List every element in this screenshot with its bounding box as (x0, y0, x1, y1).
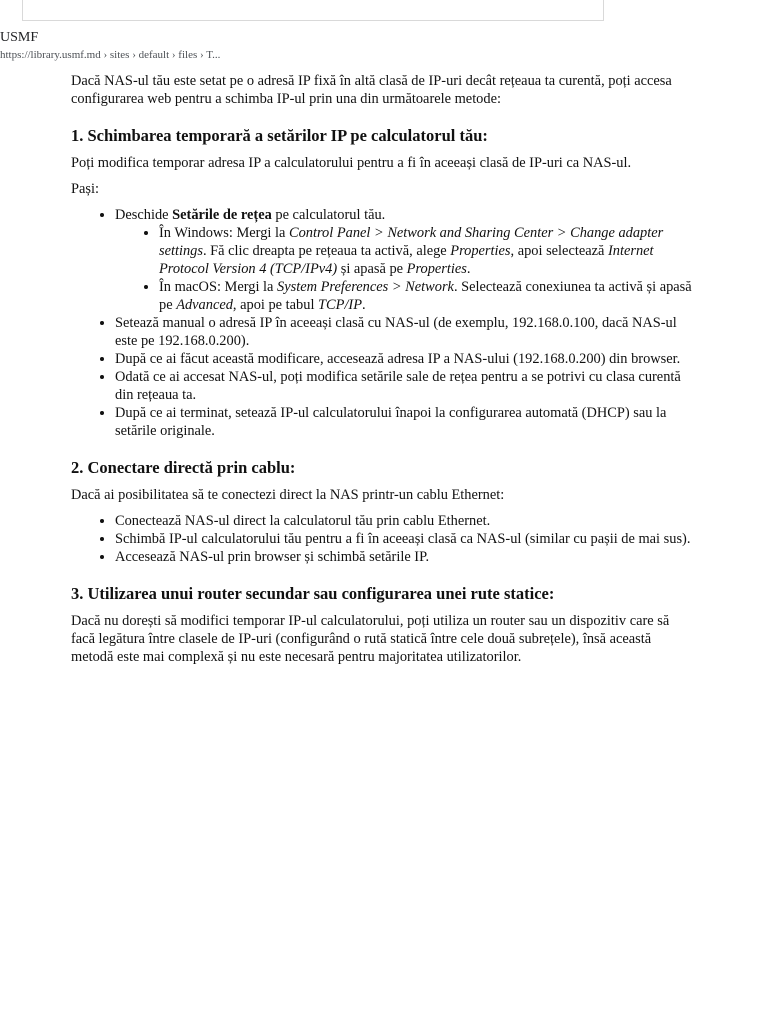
list-item: • Setează manual o adresă IP în aceeași clasă cu NAS-ul (de exemplu, 192.168.0.100, dacă NAS-ul este pe 192.168.0.200). (115, 314, 696, 350)
section-3-heading: 3. Utilizarea unui router secundar sau configurarea unei rute statice: (71, 584, 555, 603)
list-item: • Conectează NAS-ul direct la calculatorul tău prin cablu Ethernet. (115, 512, 696, 530)
section-2-list (71, 512, 696, 566)
list-item: • Schimbă IP-ul calculatorului tău pentru a fi în aceeași clasă ca NAS-ul (similar cu pașii de mai sus). (115, 530, 696, 548)
document-body (71, 72, 696, 674)
section-1-list (71, 206, 696, 440)
section-2-description: Dacă ai posibilitatea să te conectezi direct la NAS printr-un cablu Ethernet: (71, 487, 505, 503)
list-item: • Odată ce ai accesat NAS-ul, poți modifica setările sale de rețea pentru a se potrivi cu clasa curentă din rețeaua ta. (115, 368, 696, 404)
steps-label: Pași: (71, 181, 99, 197)
list-item: • După ce ai făcut această modificare, accesează adresa IP a NAS-ului (192.168.0.200) din browser. (115, 350, 696, 368)
list-item: • După ce ai terminat, setează IP-ul calculatorului înapoi la configurarea automată (DHCP) sau la setările originale. (115, 404, 696, 440)
search-box-fragment[interactable] (22, 0, 604, 21)
site-name: USMF (0, 30, 39, 45)
section-2-heading: 2. Conectare directă prin cablu: (71, 458, 296, 477)
intro-paragraph: Dacă NAS-ul tău este setat pe o adresă IP fixă în altă clasă de IP-uri decât rețeaua ta curentă, poți accesa configurarea web pentru a schimba IP-ul prin una din următoarele metode: (71, 73, 672, 107)
list-item: • Accesează NAS-ul prin browser și schimbă setările IP. (115, 548, 696, 566)
section-1-heading: 1. Schimbarea temporară a setărilor IP pe calculatorul tău: (71, 126, 488, 145)
breadcrumb[interactable]: https://library.usmf.md › sites › default › files › T... (0, 49, 221, 61)
section-3-description: Dacă nu dorești să modifici temporar IP-ul calculatorului, poți utiliza un router sau un dispozitiv care să facă legătura între clasele de IP-uri (configurând o rută statică între cele două subrețele), însă această metodă este mai complexă și nu este necesară pentru majoritatea utilizatorilor. (71, 613, 670, 665)
list-item-macos: • În macOS: Mergi la System Preferences > Network. Selectează conexiunea ta activă și apasă pe Advanced, apoi pe tabul TCP/IP. (159, 278, 696, 314)
section-1-description: Poți modifica temporar adresa IP a calculatorului pentru a fi în aceeași clasă de IP-uri ca NAS-ul. (71, 155, 632, 171)
list-item-windows: • În Windows: Mergi la Control Panel > Network and Sharing Center > Change adapter settings. Fă clic dreapta pe rețeaua ta activă, alege Properties, apoi selectează Internet Protocol Version 4 (TCP/IPv4) și apasă pe Properties. (159, 224, 696, 278)
os-instructions-list (115, 224, 696, 314)
list-item: • Deschide Setările de rețea pe calculatorul tău. • În Windows: Mergi la Control Panel > Network and Sharing Center > Change adapter settings. Fă clic dreapta pe rețeaua ta activă, alege Properties, apoi selectează Internet Protocol Version 4 (TCP/IPv4) și apasă pe Properties. • În macOS: Mergi la System Preferences > Network. Selectează conexiunea ta activă și apasă pe Advanced, apoi pe tabul TCP/IP. (115, 206, 696, 314)
